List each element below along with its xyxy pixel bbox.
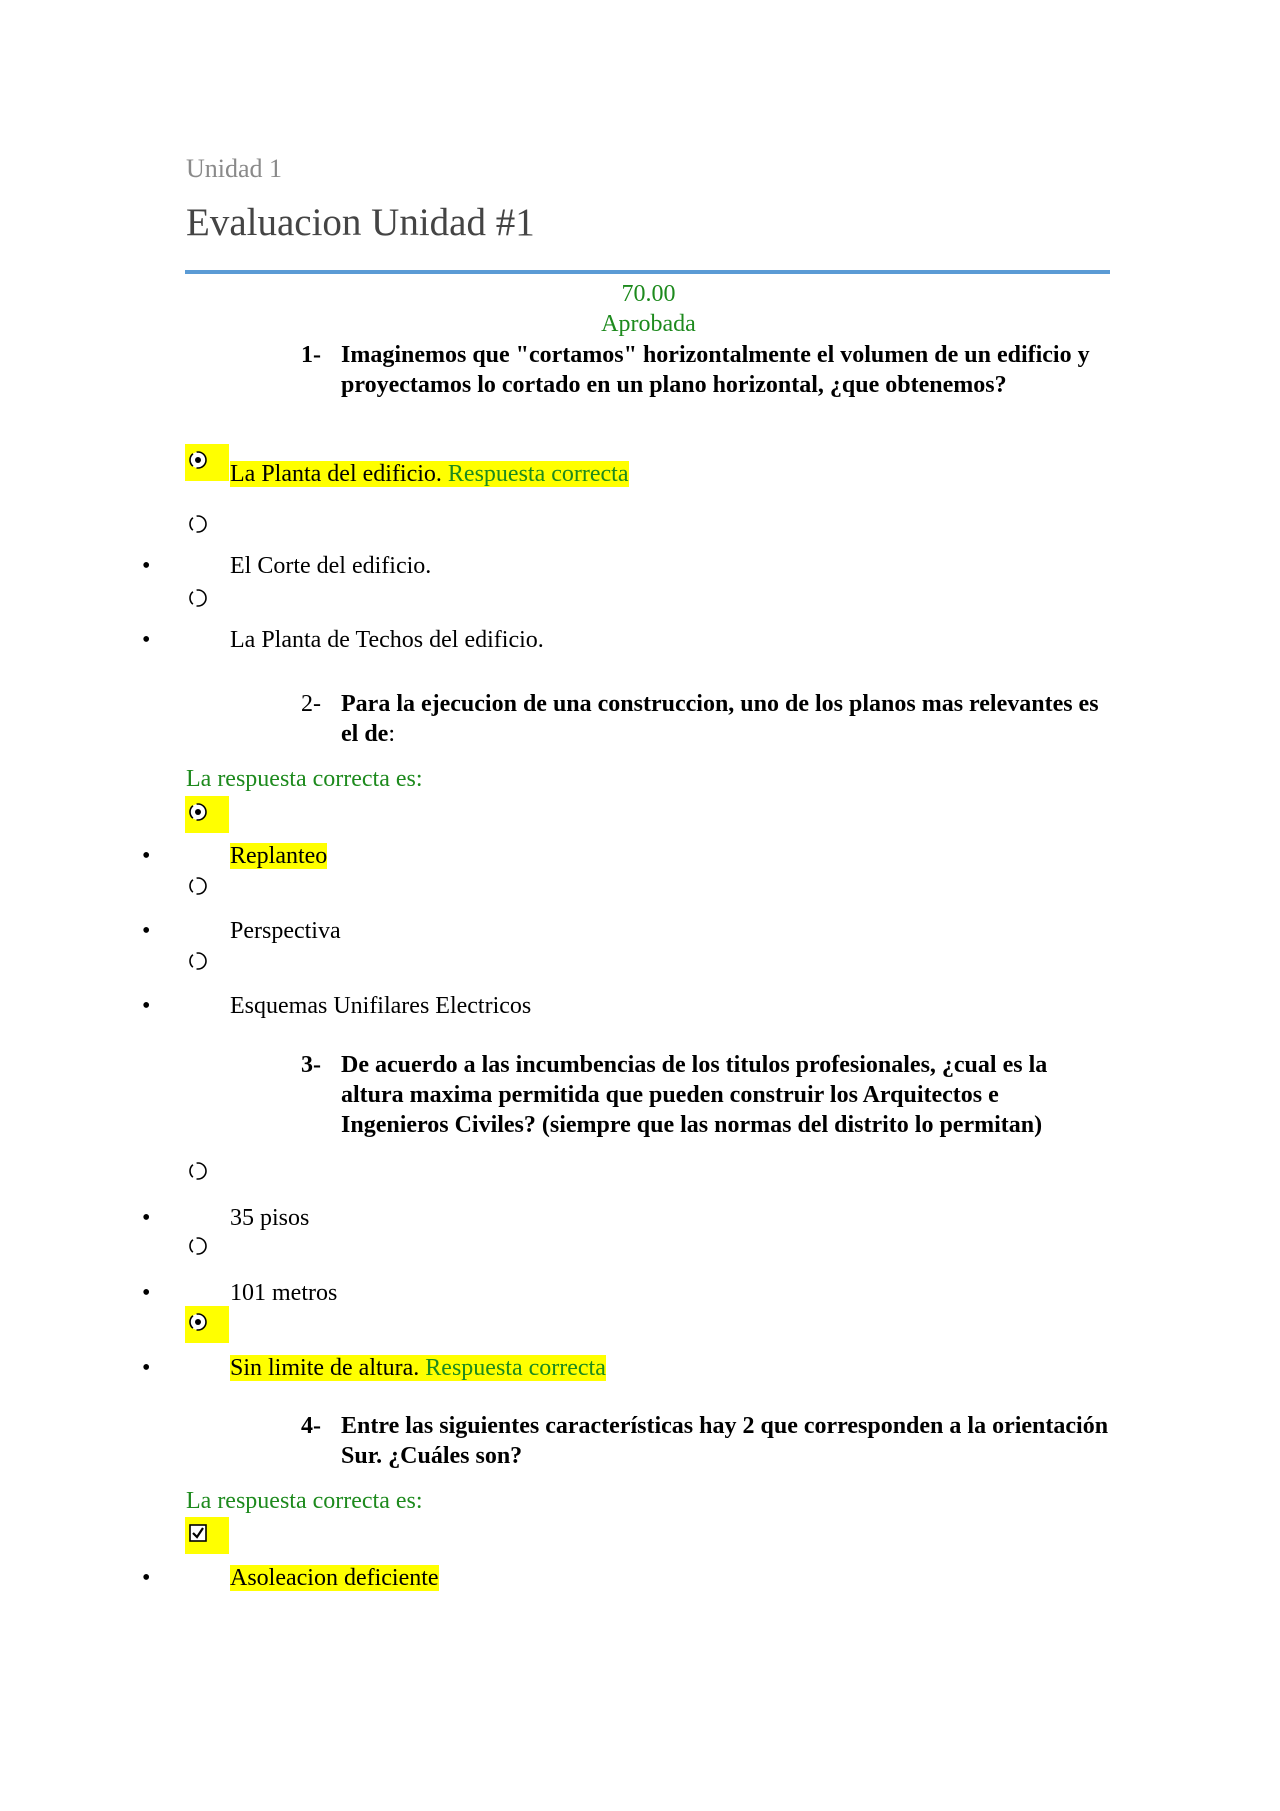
question-number: 2- — [301, 691, 321, 717]
option-3-1[interactable]: 35 pisos — [230, 1205, 310, 1231]
question-number: 3- — [301, 1052, 321, 1078]
status-badge: Aprobada — [601, 311, 696, 337]
question-number: 4- — [301, 1413, 321, 1439]
score-value: 70.00 — [621, 281, 676, 307]
radio-checked-icon — [188, 1312, 210, 1334]
question-2 — [301, 689, 1111, 749]
option-radio-selected[interactable] — [185, 1306, 229, 1343]
checkbox-checked-icon — [188, 1523, 210, 1545]
option-1-3[interactable]: La Planta de Techos del edificio. — [230, 627, 544, 653]
option-3-3[interactable] — [230, 1353, 606, 1384]
question-3 — [301, 1050, 1111, 1140]
option-label: Sin limite de altura. — [230, 1355, 420, 1381]
question-text-tail: : — [388, 721, 395, 747]
option-1-1[interactable] — [230, 459, 629, 490]
option-radio-selected[interactable] — [185, 796, 229, 833]
bullet: • — [142, 993, 151, 1019]
bullet: • — [142, 553, 151, 579]
radio-checked-icon — [188, 802, 210, 824]
radio-unchecked-icon — [188, 951, 210, 973]
question-text: Imaginemos que "cortamos" horizontalmente el volumen de un edificio y proyectamos lo cortado en un plano horizontal, ¿que obtenemos? — [341, 342, 1090, 398]
bullet: • — [142, 627, 151, 653]
radio-unchecked-icon — [188, 876, 210, 898]
option-label: Replanteo — [230, 843, 328, 869]
correct-feedback: Respuesta correcta — [425, 1355, 606, 1381]
correct-feedback: Respuesta correcta — [447, 461, 629, 487]
option-radio[interactable] — [185, 1155, 229, 1192]
option-3-2[interactable]: 101 metros — [230, 1280, 338, 1306]
option-label: Asoleacion deficiente — [230, 1565, 439, 1591]
question-text: Para la ejecucion de una construccion, uno de los planos mas relevantes es el de — [341, 691, 1099, 747]
bullet: • — [142, 1280, 151, 1306]
bullet: • — [142, 1355, 151, 1381]
option-radio[interactable] — [185, 870, 229, 907]
question-text: Entre las siguientes características hay 2 que corresponden a la orientación Sur. ¿Cuáles son? — [341, 1413, 1109, 1469]
page-title: Evaluacion Unidad #1 — [186, 201, 535, 244]
option-radio-selected[interactable] — [185, 444, 229, 481]
bullet: • — [142, 843, 151, 869]
question-4 — [301, 1411, 1111, 1471]
correct-answer-label: La respuesta correcta es: — [186, 1488, 423, 1514]
radio-unchecked-icon — [188, 1161, 210, 1183]
bullet: • — [142, 918, 151, 944]
option-1-2[interactable]: El Corte del edificio. — [230, 553, 432, 579]
correct-answer-label: La respuesta correcta es: — [186, 766, 423, 792]
radio-unchecked-icon — [188, 588, 210, 610]
title-divider — [185, 270, 1110, 274]
option-2-2[interactable]: Perspectiva — [230, 918, 341, 944]
option-label: La Planta del edificio. — [230, 461, 442, 487]
radio-unchecked-icon — [188, 514, 210, 536]
option-radio[interactable] — [185, 1230, 229, 1267]
question-1 — [301, 340, 1111, 400]
question-text: De acuerdo a las incumbencias de los titulos profesionales, ¿cual es la altura maxima permitida que pueden construir los Arquitectos e Ingenieros Civiles? (siempre que las normas del distrito lo permitan) — [341, 1052, 1048, 1138]
question-number: 1- — [301, 342, 321, 368]
radio-unchecked-icon — [188, 1236, 210, 1258]
option-radio[interactable] — [185, 508, 229, 545]
radio-checked-icon — [188, 450, 210, 472]
bullet: • — [142, 1205, 151, 1231]
unit-subtitle: Unidad 1 — [186, 154, 283, 183]
option-radio[interactable] — [185, 582, 229, 619]
option-2-3[interactable]: Esquemas Unifilares Electricos — [230, 993, 532, 1019]
bullet: • — [142, 1565, 151, 1591]
option-radio[interactable] — [185, 945, 229, 982]
option-checkbox-selected[interactable] — [185, 1517, 229, 1554]
option-2-1[interactable] — [230, 841, 327, 872]
option-4-1[interactable] — [230, 1563, 439, 1594]
